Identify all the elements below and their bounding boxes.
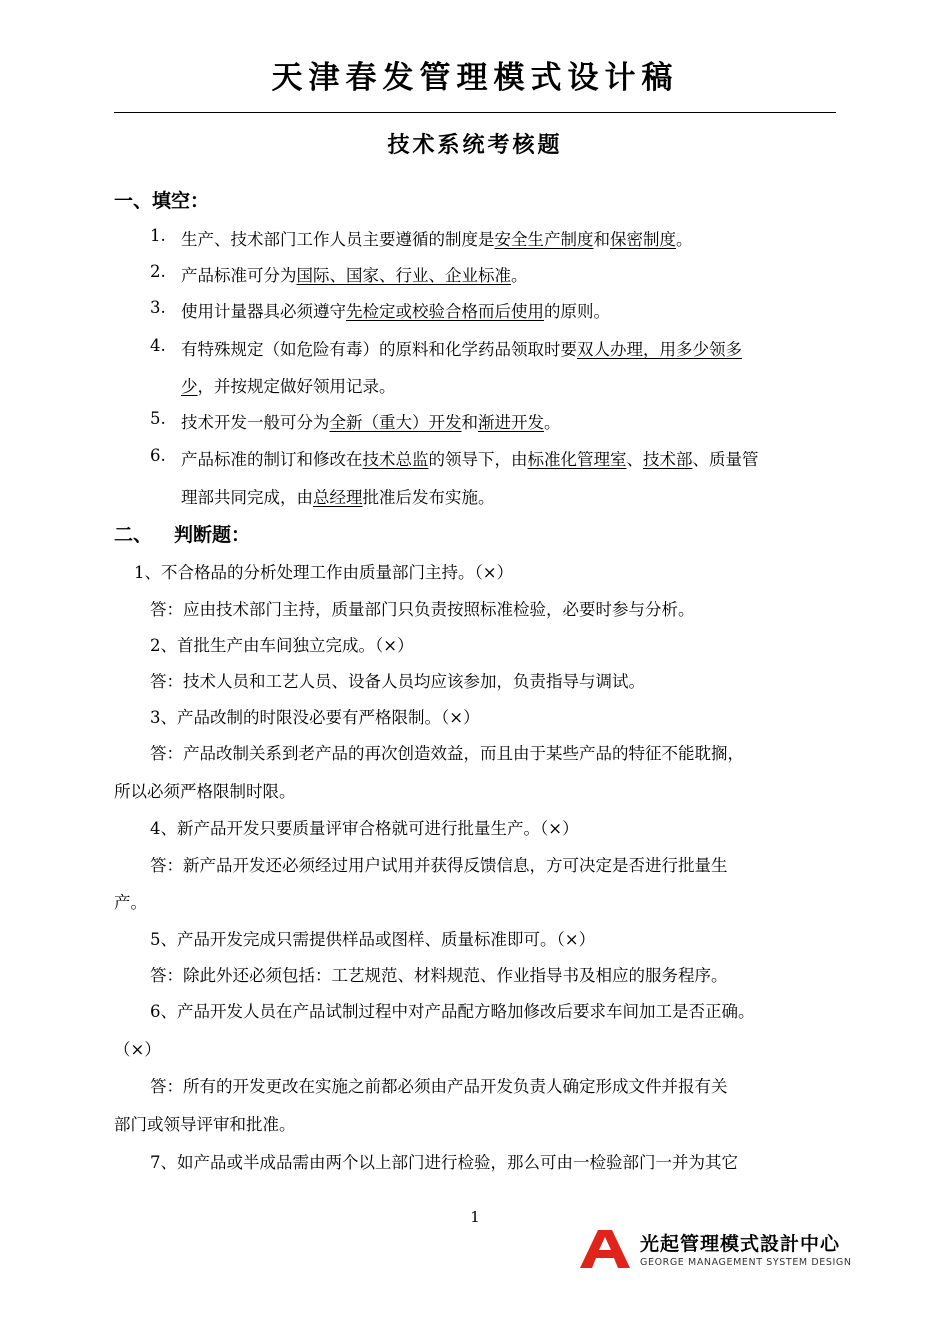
- page-number: 1: [470, 1208, 480, 1226]
- answer-line: 答：除此外还必须包括：工艺规范、材料规范、作业指导书及相应的服务程序。: [150, 966, 728, 985]
- answer-line-continued: 所以必须严格限制时限。: [114, 782, 296, 801]
- item-text: 生产、技术部门工作人员主要遵循的制度是安全生产制度和保密制度。: [181, 230, 693, 249]
- answer-line: 答：产品改制关系到老产品的再次创造效益，而且由于某些产品的特征不能耽搁，: [150, 744, 744, 763]
- question-line: 4、新产品开发只要质量评审合格就可进行批量生产。（×）: [150, 819, 579, 838]
- answer-blank: 少: [181, 377, 198, 396]
- answer-line-continued: 产。: [114, 893, 147, 912]
- answer-line: 答：所有的开发更改在实施之前都必须由产品开发负责人确定形成文件并报有关: [150, 1077, 728, 1096]
- question-line: 5、产品开发完成只需提供样品或图样、质量标准即可。（×）: [150, 930, 596, 949]
- answer-blank: 技术总监: [362, 450, 429, 469]
- document-title: 天津春发管理模式设计稿: [271, 60, 679, 96]
- question-line: 3、产品改制的时限没必要有严格限制。（×）: [150, 708, 480, 727]
- company-logo: [576, 1226, 852, 1272]
- item-text-continued: 少，并按规定做好领用记录。: [181, 377, 396, 396]
- question-line: 2、首批生产由车间独立完成。（×）: [150, 636, 414, 655]
- answer-blank: 标准化管理室: [527, 450, 627, 469]
- answer-blank: 全新（重大）开发: [329, 413, 462, 432]
- logo-a-icon: [576, 1228, 634, 1270]
- item-text: 产品标准的制订和修改在技术总监的领导下，由标准化管理室、技术部、质量管: [181, 450, 759, 469]
- answer-blank: 总经理: [313, 488, 363, 507]
- answer-blank: 技术部: [643, 450, 693, 469]
- answer-blank: 先检定或校验合格而后使用: [346, 302, 544, 321]
- question-line-continued: （×）: [114, 1040, 161, 1059]
- logo-title: 光起管理模式設計中心: [640, 1233, 841, 1255]
- question-line: 7、如产品或半成品需由两个以上部门进行检验，那么可由一检验部门一并为其它: [150, 1153, 738, 1172]
- item-number: 4.: [150, 336, 166, 355]
- item-number: 5.: [150, 409, 166, 428]
- title-divider: [114, 112, 836, 113]
- answer-line: 答：新产品开发还必须经过用户试用并获得反馈信息，方可决定是否进行批量生: [150, 856, 728, 875]
- item-number: 6.: [150, 446, 166, 465]
- question-line: 6、产品开发人员在产品试制过程中对产品配方略加修改后要求车间加工是否正确。: [150, 1002, 755, 1021]
- answer-blank: 国际、国家、行业、企业标准: [296, 266, 511, 285]
- item-number: 1.: [150, 226, 166, 245]
- answer-blank: 双人办理，用多少领多: [577, 340, 742, 359]
- document-subtitle: 技术系统考核题: [387, 133, 563, 158]
- answer-blank: 保密制度: [610, 230, 676, 249]
- item-text: 有特殊规定（如危险有毒）的原料和化学药品领取时要双人办理，用多少领多: [181, 340, 742, 359]
- item-number: 2.: [150, 262, 166, 281]
- item-text: 技术开发一般可分为全新（重大）开发和渐进开发。: [181, 413, 561, 432]
- item-text: 使用计量器具必须遵守先检定或校验合格而后使用的原则。: [181, 302, 610, 321]
- answer-blank: 安全生产制度: [494, 230, 594, 249]
- logo-subtitle: GEORGE MANAGEMENT SYSTEM DESIGN: [640, 1257, 852, 1268]
- answer-line-continued: 部门或领导评审和批准。: [114, 1115, 296, 1134]
- item-number: 3.: [150, 298, 166, 317]
- item-text-continued: 理部共同完成，由总经理批准后发布实施。: [181, 488, 495, 507]
- answer-blank: 渐进开发: [478, 413, 544, 432]
- section-heading-judge: 二、 判断题：: [114, 524, 251, 546]
- question-line: 1、不合格品的分析处理工作由质量部门主持。（×）: [134, 563, 514, 582]
- item-text: 产品标准可分为国际、国家、行业、企业标准。: [181, 266, 528, 285]
- answer-line: 答：应由技术部门主持，质量部门只负责按照标准检验，必要时参与分析。: [150, 600, 695, 619]
- section-heading-fill: 一、填空：: [114, 190, 210, 212]
- answer-line: 答：技术人员和工艺人员、设备人员均应该参加，负责指导与调试。: [150, 672, 645, 691]
